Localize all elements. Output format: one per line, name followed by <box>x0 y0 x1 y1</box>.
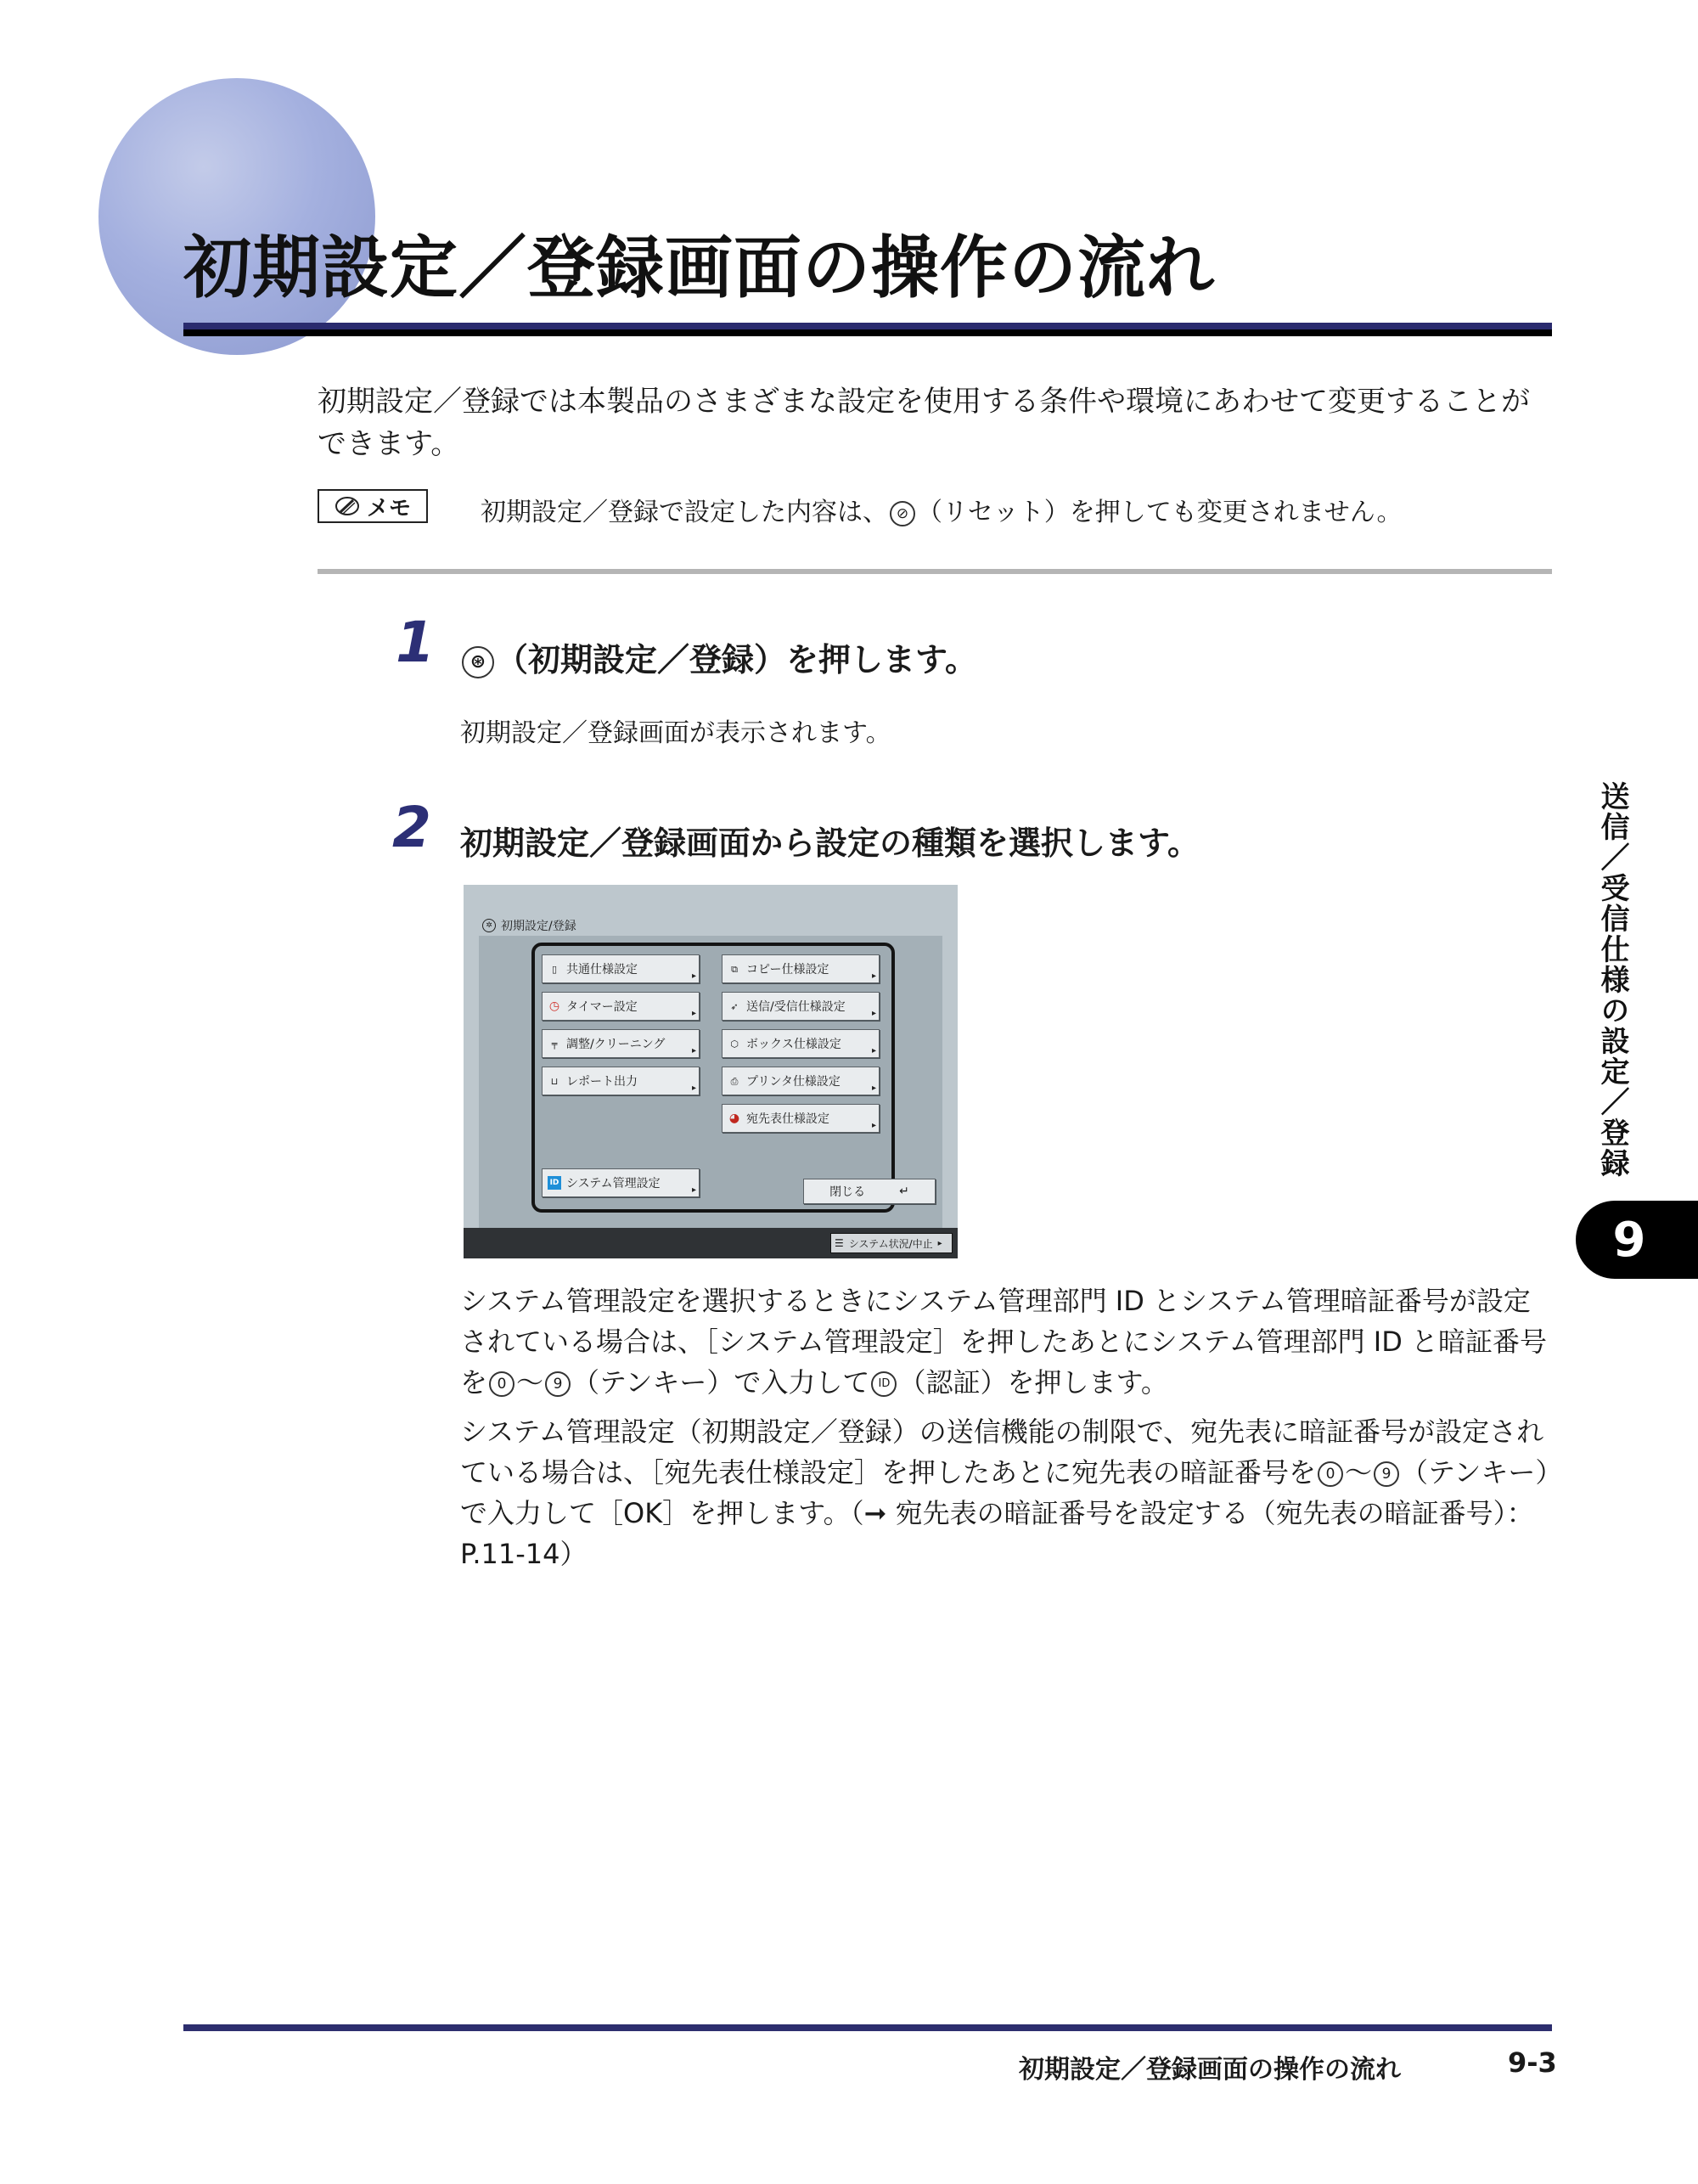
enter-arrow-icon: ↵ <box>899 1185 909 1198</box>
key-zero-icon: 0 <box>1318 1461 1343 1487</box>
note-paragraph-2 <box>460 1411 1550 1574</box>
note-1-part-3: （認証）を押します。 <box>898 1366 1168 1399</box>
arrow-icon: ▸ <box>871 1121 876 1130</box>
arrow-icon: ▸ <box>691 1009 696 1018</box>
screen-title-text: 初期設定/登録 <box>501 920 576 933</box>
copy-icon: ⧉ <box>731 963 738 975</box>
tilde: 〜 <box>516 1366 544 1399</box>
arrow-icon: ▸ <box>871 971 876 981</box>
arrow-icon: ▸ <box>937 1238 942 1248</box>
page-icon: ▯ <box>551 963 558 975</box>
common-settings-button[interactable] <box>542 954 700 983</box>
timer-settings-button[interactable] <box>542 992 700 1021</box>
title-rule-black <box>183 329 1552 336</box>
key-zero-icon: 0 <box>489 1371 514 1397</box>
id-icon: ID <box>548 1176 561 1190</box>
id-key-icon: ID <box>871 1371 897 1397</box>
arrow-icon: ▸ <box>691 1046 696 1055</box>
step-2-heading: 初期設定／登録画面から設定の種類を選択します。 <box>460 825 1200 862</box>
key-nine-icon: 9 <box>1374 1461 1399 1487</box>
adjust-cleaning-label: 調整/クリーニング <box>566 1038 666 1051</box>
close-button-label: 閉じる <box>829 1185 866 1199</box>
copy-settings-label: コピー仕様設定 <box>746 963 829 977</box>
send-receive-settings-button[interactable] <box>722 992 880 1021</box>
system-status-label: システム状況/中止 <box>848 1237 933 1250</box>
reference-arrow-icon: ➞ <box>863 1497 887 1529</box>
report-output-button[interactable] <box>542 1067 700 1095</box>
settings-buttons-frame <box>531 943 895 1213</box>
adjust-cleaning-button[interactable] <box>542 1029 700 1058</box>
note-1-part-1: システム管理設定を選択するときにシステム管理部門 ID とシステム管理暗証番号が設定されている場合は、［システム管理設定］を押したあとにシステム管理部門 ID と暗証番号を <box>460 1285 1548 1399</box>
arrow-icon: ▸ <box>871 1046 876 1055</box>
arrow-icon: ▸ <box>691 1185 696 1195</box>
pencil-icon <box>335 496 360 516</box>
step-1-number: 1 <box>396 610 435 675</box>
page-title: 初期設定／登録画面の操作の流れ <box>183 228 1215 307</box>
send-receive-settings-label: 送信/受信仕様設定 <box>746 1000 846 1014</box>
decorative-circle <box>98 78 375 355</box>
footer-title: 初期設定／登録画面の操作の流れ <box>1019 2055 1401 2085</box>
tilde: 〜 <box>1345 1456 1373 1489</box>
footer-rule <box>183 2024 1552 2031</box>
printer-icon: ⎙ <box>730 1075 739 1087</box>
box-icon: ⬡ <box>730 1038 739 1050</box>
screen-title <box>482 917 737 934</box>
clock-icon: ◷ <box>548 999 560 1013</box>
box-settings-button[interactable] <box>722 1029 880 1058</box>
note-2-part-1: システム管理設定（初期設定／登録）の送信機能の制限で、宛先表に暗証番号が設定されている場合は、［宛先表仕様設定］を押したあとに宛先表の暗証番号を <box>460 1416 1544 1489</box>
arrow-icon: ▸ <box>871 1009 876 1018</box>
address-book-icon: ◕ <box>728 1112 740 1125</box>
address-book-settings-label: 宛先表仕様設定 <box>746 1112 829 1126</box>
printer-settings-button[interactable] <box>722 1067 880 1095</box>
system-status-button[interactable] <box>830 1233 953 1253</box>
wrench-circle-icon: ✲ <box>482 919 496 932</box>
note-2-part-2: （テンキー）で入力して［OK］を押します。（ <box>460 1456 1549 1529</box>
chapter-number-tab: 9 <box>1576 1201 1698 1279</box>
common-settings-label: 共通仕様設定 <box>566 963 638 977</box>
memo-text <box>481 491 1403 528</box>
intro-paragraph: 初期設定／登録では本製品のさまざまな設定を使用する条件や環境にあわせて変更することができます。 <box>318 385 1530 461</box>
page-number: 9-3 <box>1508 2046 1557 2079</box>
memo-text-before: 初期設定／登録で設定した内容は、 <box>481 498 888 527</box>
arrow-icon: ▸ <box>871 1084 876 1093</box>
note-2-part-3: 宛先表の暗証番号を設定する（宛先表の暗証番号）：P.11-14） <box>460 1497 1534 1570</box>
step-1-heading-text: （初期設定／登録）を押します。 <box>496 641 977 678</box>
key-nine-icon: 9 <box>545 1371 571 1397</box>
note-paragraph-1 <box>460 1281 1550 1403</box>
address-book-settings-button[interactable] <box>722 1104 880 1133</box>
chapter-side-title: 送信／受信仕様の設定／登録 <box>1595 781 1629 1179</box>
step-1-heading <box>460 633 977 680</box>
step-1-description: 初期設定／登録画面が表示されます。 <box>460 718 891 748</box>
settings-screen-screenshot <box>464 885 958 1258</box>
settings-key-icon: ⊛ <box>462 646 494 678</box>
send-arrow-icon: ➶ <box>730 1000 739 1012</box>
note-1-part-2: （テンキー）で入力して <box>572 1366 870 1399</box>
printer-settings-label: プリンタ仕様設定 <box>746 1075 841 1089</box>
report-output-label: レポート出力 <box>566 1075 638 1089</box>
section-divider <box>318 569 1552 574</box>
memo-badge <box>318 489 428 523</box>
copy-settings-button[interactable] <box>722 954 880 983</box>
step-2-number: 2 <box>392 795 431 860</box>
arrow-icon: ▸ <box>691 1084 696 1093</box>
timer-settings-label: タイマー設定 <box>566 1000 638 1014</box>
memo-label: メモ <box>366 495 411 521</box>
arrow-icon: ▸ <box>691 971 696 981</box>
memo-text-after: （リセット）を押しても変更されません。 <box>917 498 1403 527</box>
status-lines-icon: ☰ <box>835 1237 844 1249</box>
close-button[interactable] <box>803 1179 936 1204</box>
system-settings-button[interactable] <box>542 1168 700 1197</box>
tray-icon: ⊔ <box>550 1075 559 1087</box>
ruler-icon: ╤ <box>551 1038 558 1050</box>
box-settings-label: ボックス仕様設定 <box>746 1038 841 1051</box>
system-settings-label: システム管理設定 <box>566 1177 661 1191</box>
reset-key-icon: ⊘ <box>890 501 915 526</box>
